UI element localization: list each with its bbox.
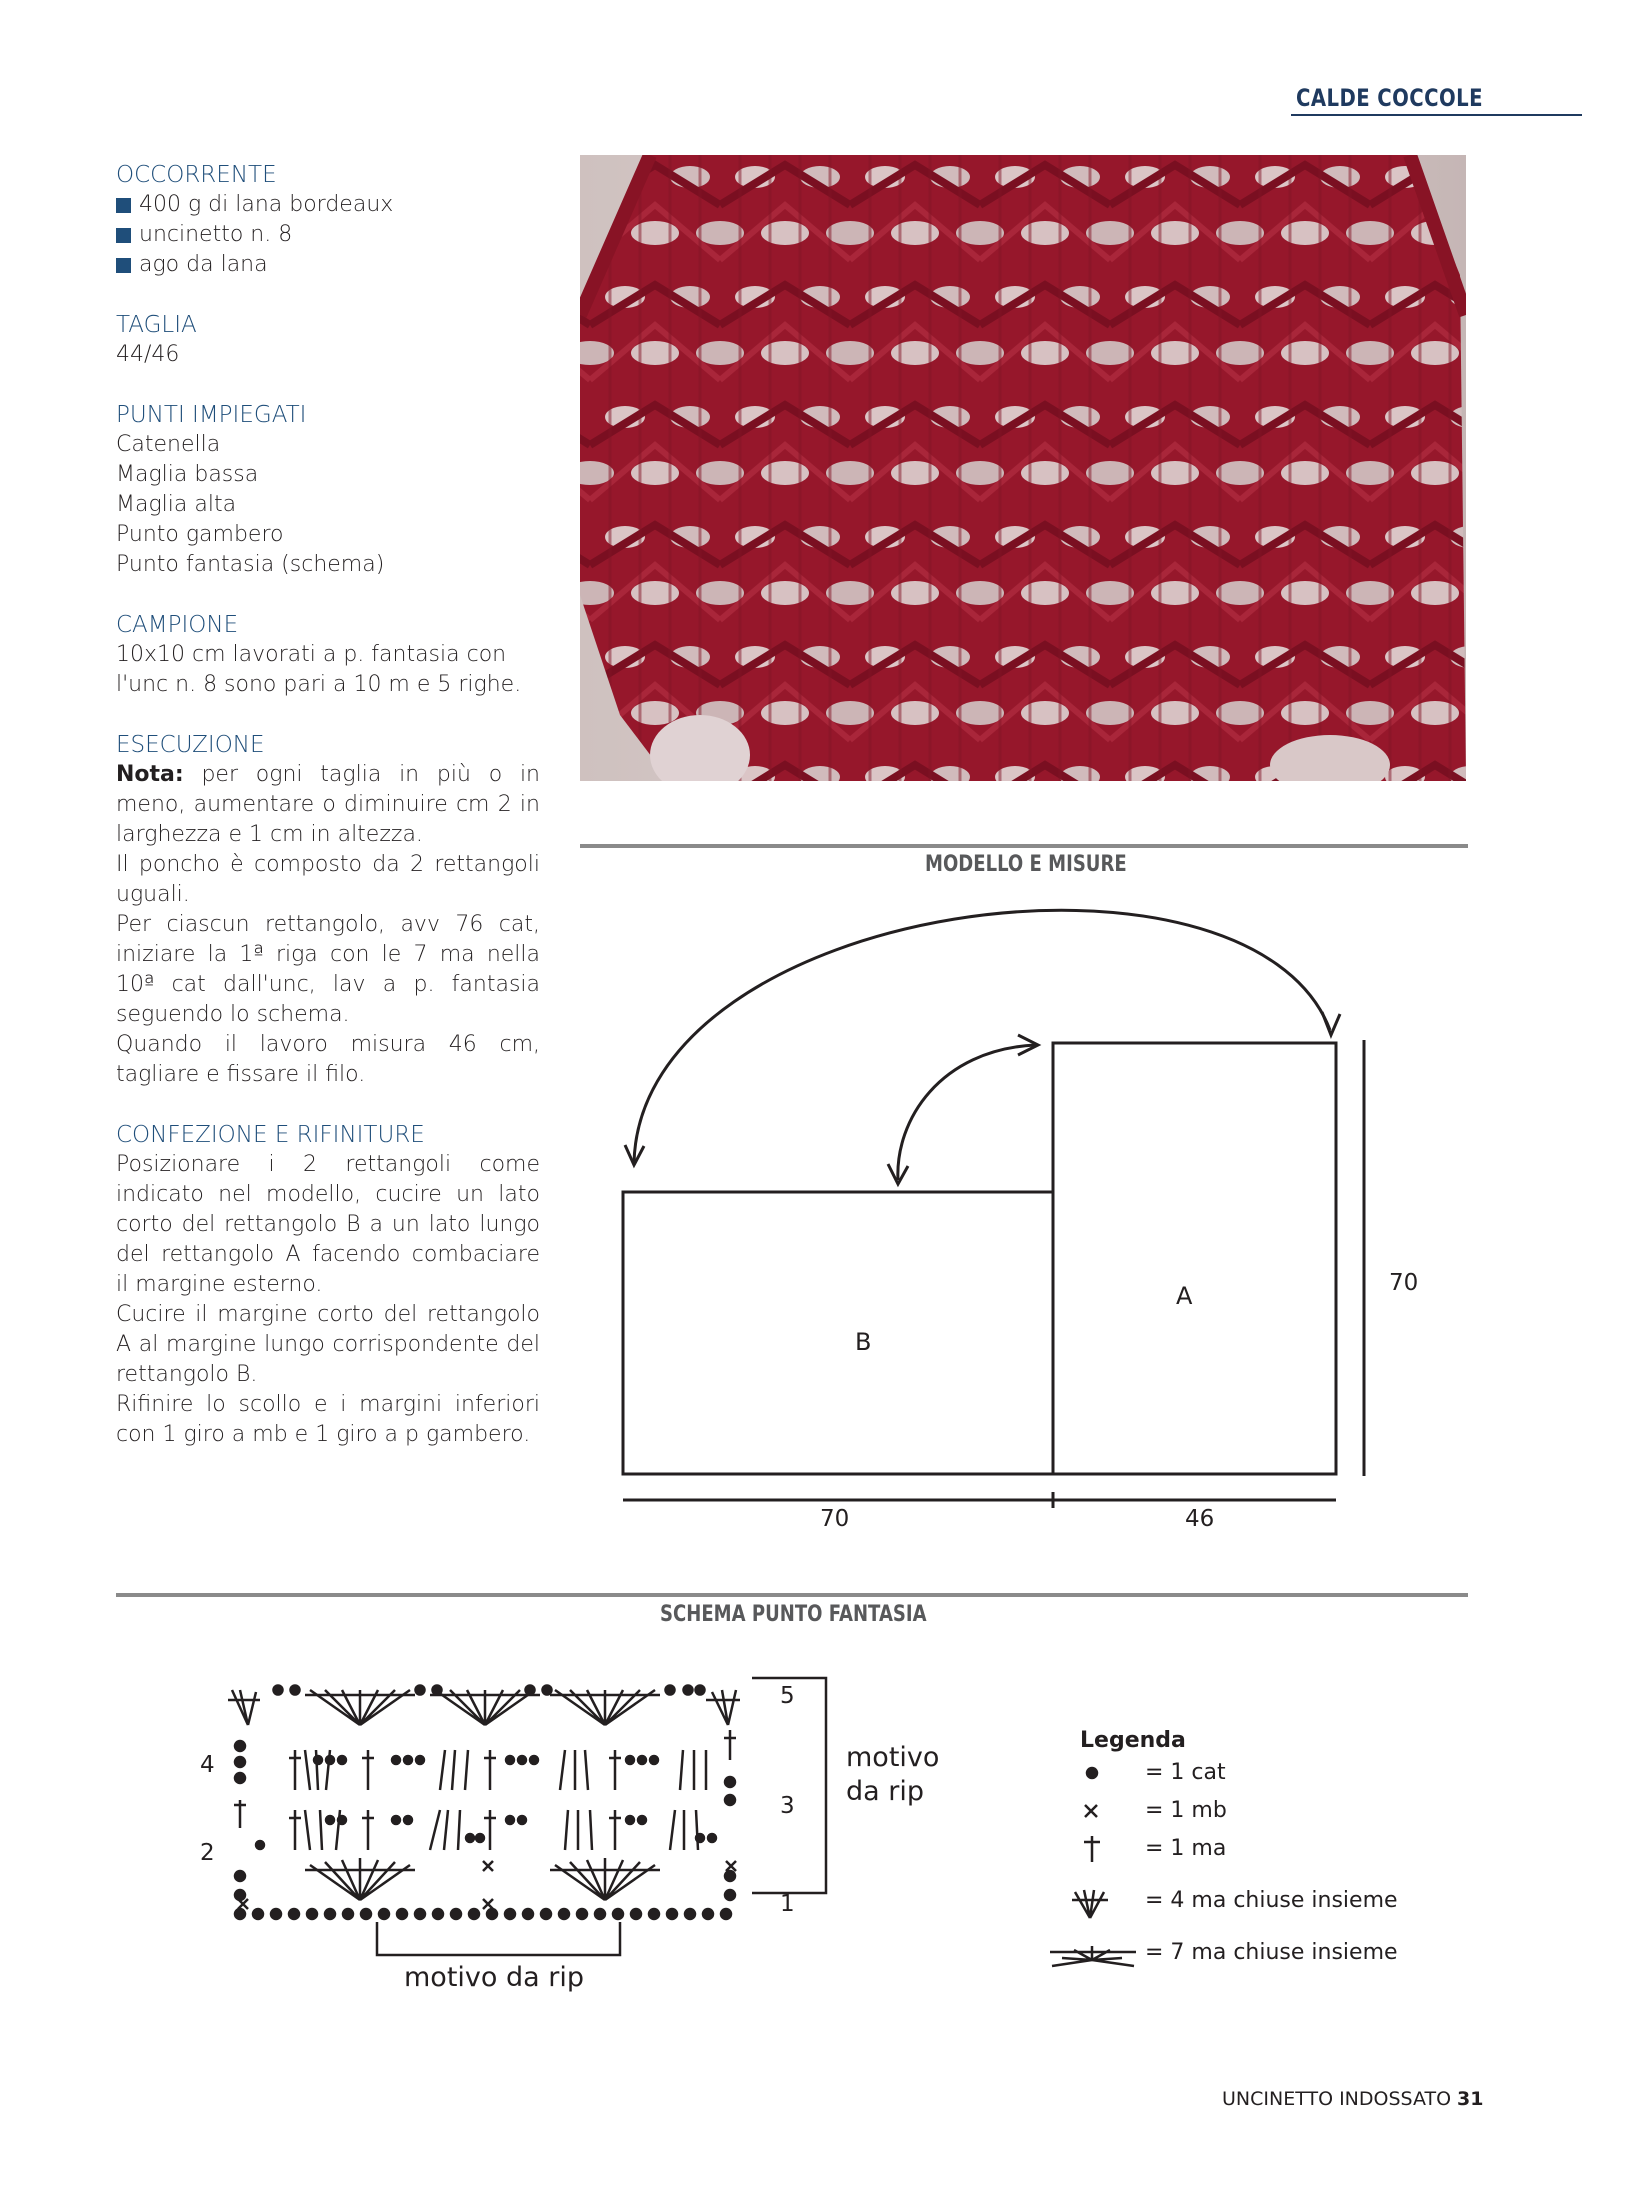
bullet-square-icon — [116, 228, 131, 243]
large-arrow — [634, 910, 1330, 1163]
seven-together-symbol-icon — [1050, 1946, 1136, 1966]
rectangle-a — [1053, 1043, 1336, 1474]
materials-item: 400 g di lana bordeaux — [116, 190, 540, 220]
repeat-bracket-right — [752, 1678, 826, 1893]
mb-marks — [238, 1861, 736, 1909]
row-number: 5 — [780, 1683, 795, 1709]
bullet-square-icon — [116, 258, 131, 273]
row-number: 4 — [200, 1752, 215, 1778]
bullet-square-icon — [116, 198, 131, 213]
page-number: 31 — [1457, 2088, 1484, 2110]
model-caption: MODELLO E MISURE — [925, 852, 1127, 877]
section-divider — [116, 1593, 1468, 1597]
repeat-label-bottom: motivo da rip — [404, 1962, 584, 1993]
row-number: 2 — [200, 1840, 215, 1866]
stitches-title: PUNTI IMPIEGATI — [116, 402, 307, 428]
ma-rows — [234, 1730, 736, 1850]
finishing-paragraph: Cucire il margine corto del rettangolo A al margine lungo corrispondente del rettangolo B. — [116, 1302, 540, 1387]
materials-item: uncinetto n. 8 — [116, 220, 540, 250]
lace-photo-graphic — [580, 155, 1466, 781]
repeat-bracket-bottom — [377, 1922, 620, 1955]
materials-title: OCCORRENTE — [116, 162, 277, 188]
section-divider — [580, 844, 1468, 848]
legend-title: Legenda — [1080, 1728, 1186, 1753]
size-title: TAGLIA — [116, 312, 197, 338]
instructions-column — [116, 160, 540, 1450]
small-arrow — [898, 1045, 1035, 1180]
gauge-title: CAMPIONE — [116, 612, 239, 638]
finishing-title: CONFEZIONE E RIFINITURE — [116, 1122, 425, 1148]
width-b-label: 70 — [820, 1506, 850, 1532]
label-b: B — [855, 1328, 872, 1356]
gauge-text: 10x10 cm lavorati a p. fantasia con l'unc n. 8 sono pari a 10 m e 5 righe. — [116, 642, 522, 697]
legend-item: = 1 ma — [1145, 1836, 1227, 1861]
legend-item: = 1 cat — [1145, 1760, 1226, 1785]
execution-title: ESECUZIONE — [116, 732, 265, 758]
legend-item: = 4 ma chiuse insieme — [1145, 1888, 1398, 1913]
stitch-item: Maglia alta — [116, 492, 237, 517]
poncho-photo — [580, 155, 1466, 781]
row-number: 1 — [780, 1891, 795, 1917]
label-a: A — [1176, 1282, 1193, 1310]
execution-note: Nota: per ogni taglia in più o in meno, aumentare o diminuire cm 2 in larghezza e 1 cm in altezza. — [116, 762, 540, 847]
section-title: CALDE COCCOLE — [1296, 84, 1483, 112]
stitch-item: Maglia bassa — [116, 462, 259, 487]
double-crochet-symbol-icon — [1084, 1836, 1100, 1862]
legend-item: = 1 mb — [1145, 1798, 1227, 1823]
legend-item: = 7 ma chiuse insieme — [1145, 1940, 1398, 1965]
size-value: 44/46 — [116, 342, 180, 367]
schema-caption: SCHEMA PUNTO FANTASIA — [660, 1602, 927, 1627]
repeat-label-right: da rip — [846, 1776, 925, 1807]
chain-symbol-icon — [1087, 1768, 1097, 1778]
fan-row-1 — [305, 1858, 660, 1900]
height-label: 70 — [1389, 1270, 1419, 1296]
rectangle-b — [623, 1192, 1053, 1474]
row-number: 3 — [780, 1793, 795, 1819]
four-together-symbol-icon — [1072, 1890, 1108, 1918]
stitch-item: Punto fantasia (schema) — [116, 552, 385, 577]
materials-item: ago da lana — [116, 250, 540, 280]
execution-paragraph: Quando il lavoro misura 46 cm, tagliare e fissare il filo. — [116, 1032, 540, 1087]
stitch-item: Punto gambero — [116, 522, 284, 547]
fan-row-5 — [228, 1690, 740, 1725]
stitch-item: Catenella — [116, 432, 221, 457]
foundation-chain — [235, 1909, 731, 1919]
single-crochet-symbol-icon — [1085, 1805, 1097, 1817]
finishing-paragraph: Posizionare i 2 rettangoli come indicato nel modello, cucire un lato corto del rettangolo B a un lato lungo del rettangolo A facendo combaciare il margine esterno. — [116, 1152, 540, 1297]
page-footer: UNCINETTO INDOSSATO 31 — [1222, 2088, 1484, 2110]
execution-paragraph: Per ciascun rettangolo, avv 76 cat, iniziare la 1ª riga con le 7 ma nella 10ª cat dall'unc, lav a p. fantasia seguendo lo schema. — [116, 912, 540, 1027]
repeat-label-right: motivo — [846, 1742, 940, 1773]
width-a-label: 46 — [1185, 1506, 1215, 1532]
execution-paragraph: Il poncho è composto da 2 rettangoli uguali. — [116, 852, 540, 907]
header-rule — [1291, 114, 1582, 116]
finishing-paragraph: Rifinire lo scollo e i margini inferiori con 1 giro a mb e 1 giro a p gambero. — [116, 1392, 540, 1447]
